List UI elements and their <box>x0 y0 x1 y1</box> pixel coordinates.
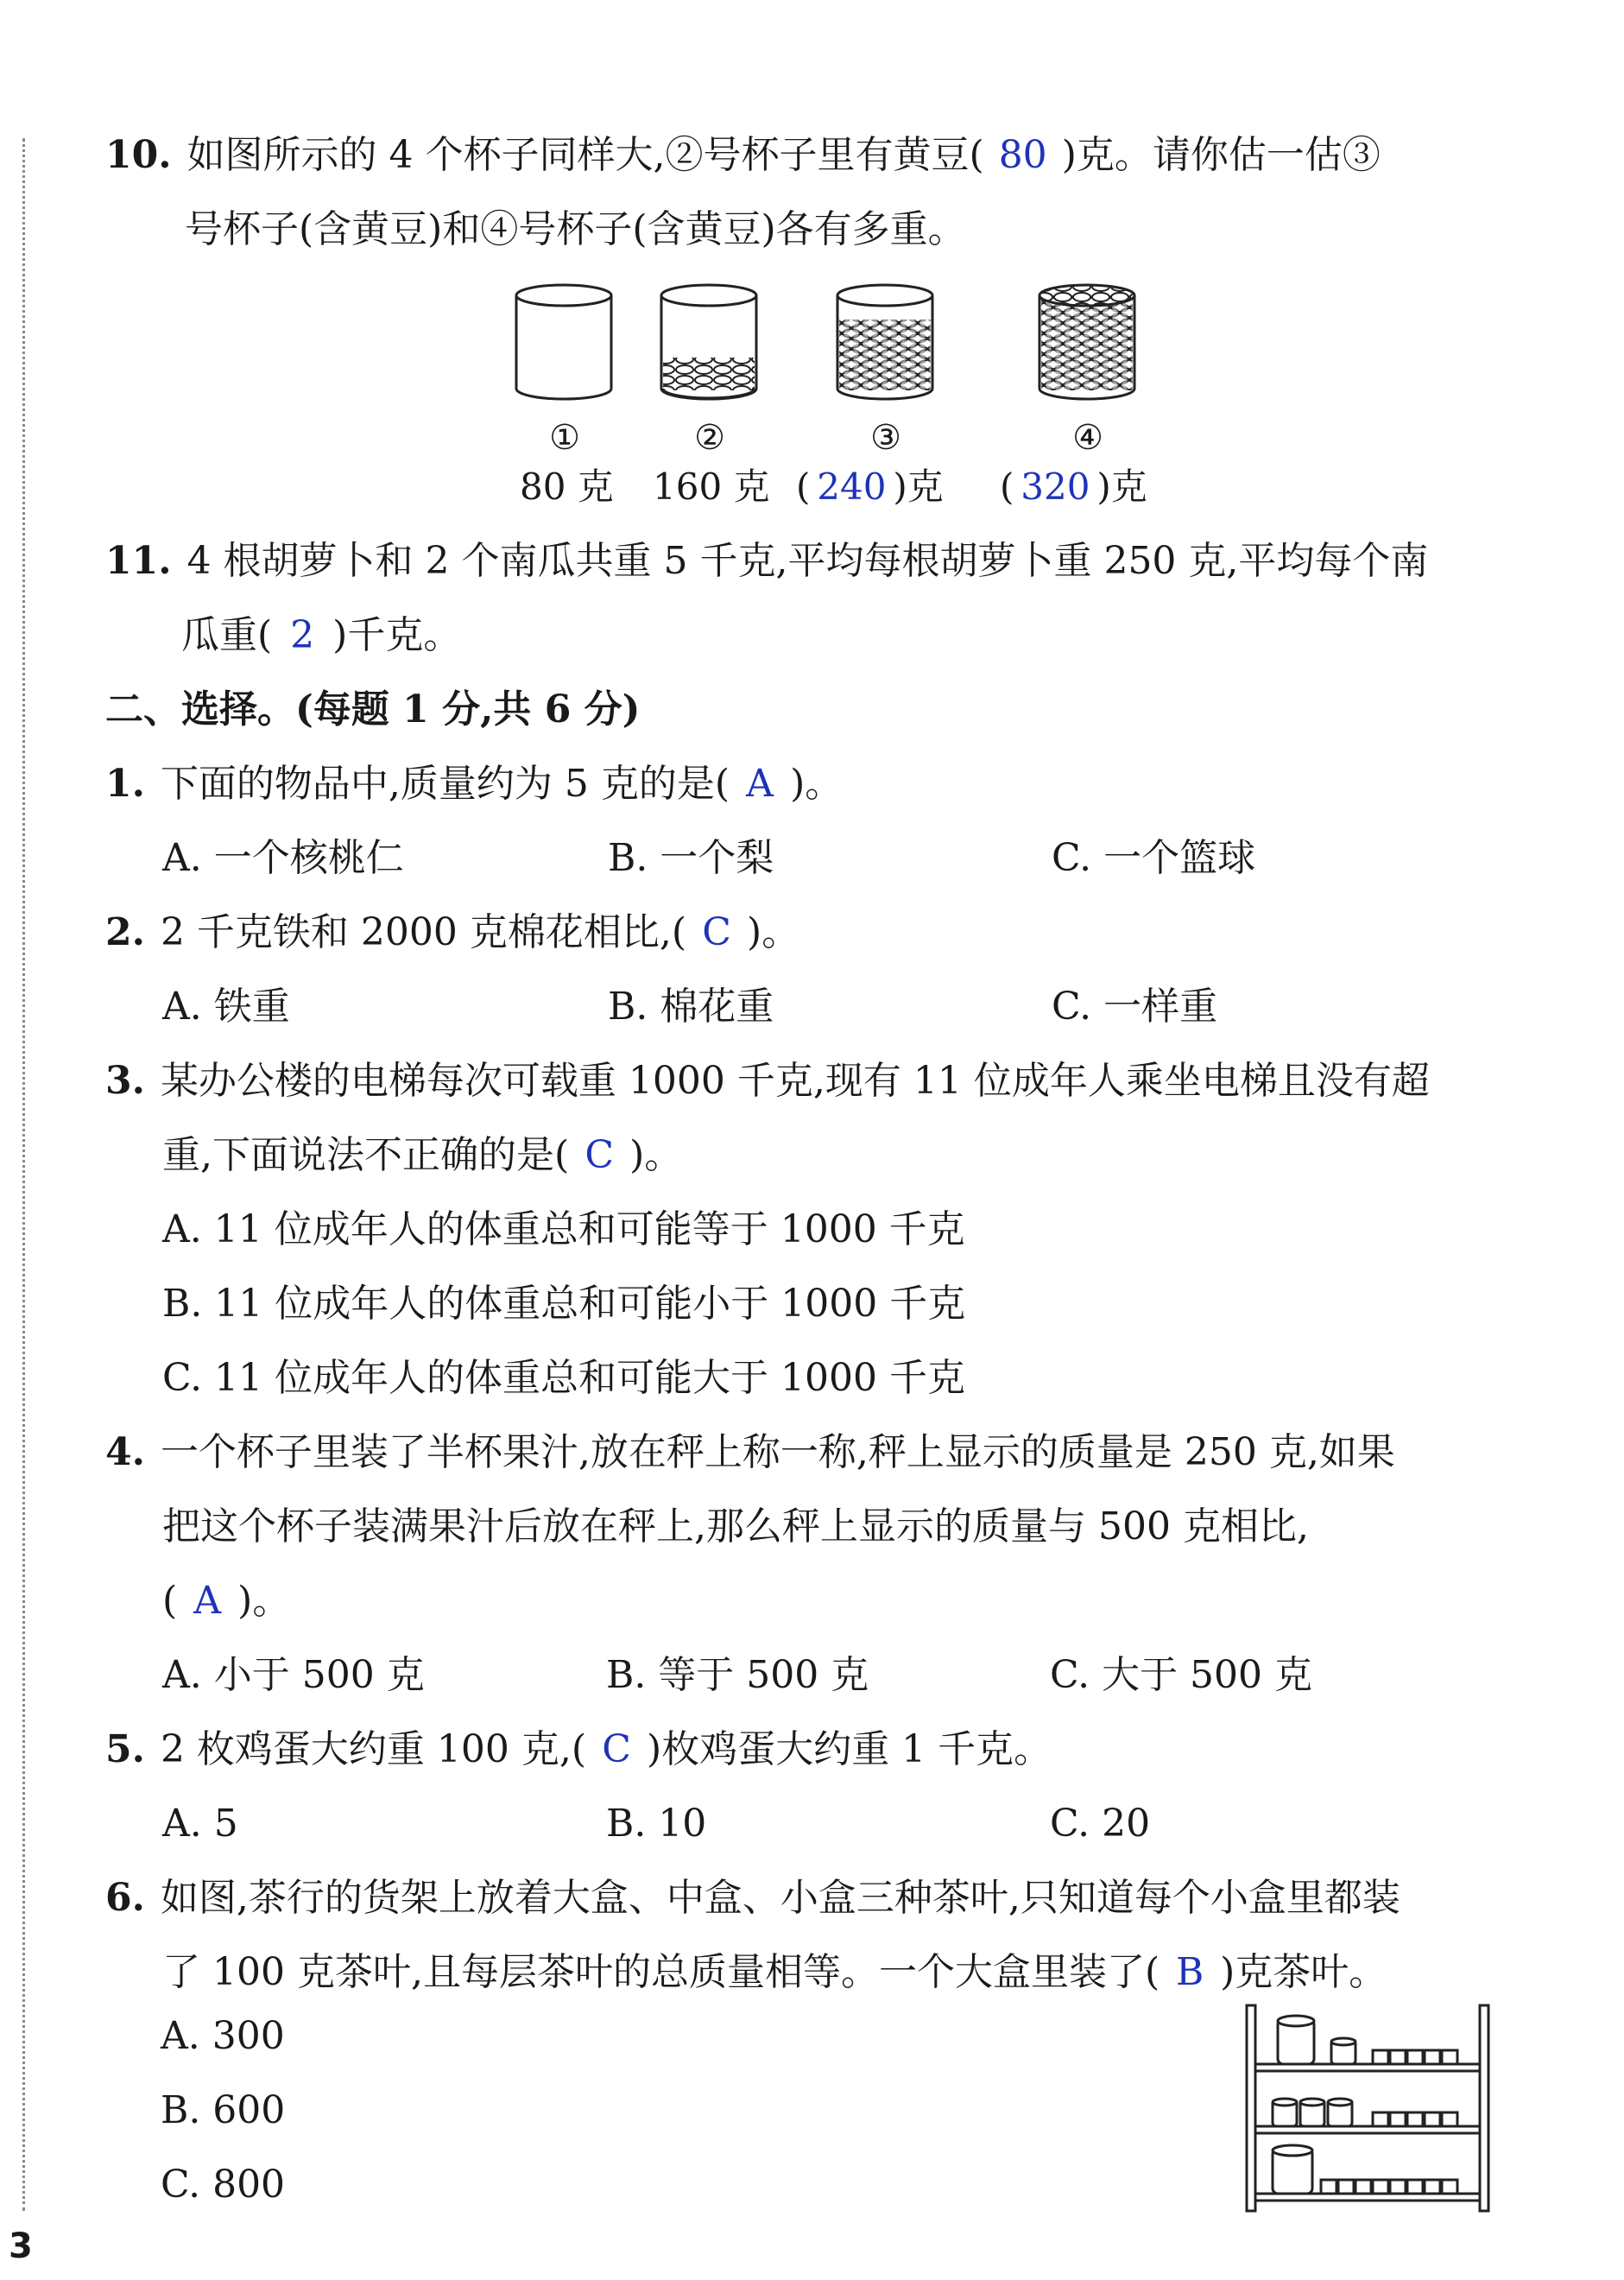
q11-line2 <box>181 610 461 662</box>
cup-1-empty <box>516 285 611 399</box>
choice-4-answer: A <box>193 1579 222 1623</box>
q10-number: 10. <box>105 133 172 177</box>
choice-2-option-b: B. 棉花重 <box>608 985 774 1029</box>
choice-5-option-a: A. 5 <box>162 1802 238 1846</box>
choice-3-answer: C <box>585 1133 614 1177</box>
choice-5-answer: C <box>602 1727 631 1771</box>
choice-3-text-a: 重,下面说法不正确的是( <box>162 1133 570 1177</box>
q11-text-a: 瓜重( <box>181 613 273 657</box>
choice-6-line1 <box>105 1872 1400 1924</box>
choice-5-stem <box>105 1724 1052 1776</box>
choice-4-text-b: )。 <box>237 1579 291 1623</box>
cup-3-close: )克 <box>893 466 944 508</box>
choice-2-number: 2. <box>105 910 145 954</box>
choice-1-answer: A <box>746 762 774 806</box>
cup-4-answer: 320 <box>1021 466 1090 508</box>
cup-2-quarter <box>661 285 756 399</box>
q10-answer: 80 <box>998 133 1047 177</box>
choice-4-line3 <box>162 1575 290 1627</box>
choice-6-option-c: C. 800 <box>161 2163 286 2207</box>
choice-4-number: 4. <box>105 1430 145 1474</box>
cup-1-label: ① <box>549 418 580 458</box>
page-number: 3 <box>9 2226 33 2266</box>
choice-2-option-a: A. 铁重 <box>162 985 290 1029</box>
cup-4-weight <box>1000 463 1147 511</box>
choice-1-number: 1. <box>105 762 145 806</box>
cup-4-full <box>1039 285 1134 399</box>
cup-3-label: ③ <box>870 418 901 458</box>
choice-2-answer: C <box>702 910 731 954</box>
choice-5-text-b: )枚鸡蛋大约重 1 千克。 <box>647 1727 1052 1771</box>
choice-6-answer: B <box>1175 1950 1204 1994</box>
choice-2-text-a: 2 千克铁和 2000 克棉花相比,( <box>160 910 687 954</box>
choice-3-text-b: )。 <box>629 1133 683 1177</box>
choice-4-text-a: ( <box>162 1579 178 1623</box>
cup-1-weight: 80 克 <box>520 466 614 508</box>
q10-text-a: 如图所示的 4 个杯子同样大,②号杯子里有黄豆( <box>186 133 984 177</box>
choice-6-text-a: 了 100 克茶叶,且每层茶叶的总质量相等。一个大盒里装了( <box>162 1950 1160 1994</box>
choice-2-option-c: C. 一样重 <box>1052 985 1218 1029</box>
q11-text-b: )千克。 <box>332 613 462 657</box>
choice-1-option-c: C. 一个篮球 <box>1052 836 1256 880</box>
cup-4-open: ( <box>1000 466 1014 508</box>
cup-2-weight: 160 克 <box>653 466 770 508</box>
q10-text-b: )克。请你估一估③ <box>1061 133 1381 177</box>
choice-6-text-b: )克茶叶。 <box>1220 1950 1387 1994</box>
q11-number: 11. <box>105 539 172 583</box>
section-2-heading: 二、选择。 <box>105 687 295 732</box>
choice-3-line1 <box>105 1055 1430 1107</box>
q11-answer: 2 <box>290 613 315 657</box>
choice-6-line2 <box>162 1947 1387 1998</box>
choice-5-text-a: 2 枚鸡蛋大约重 100 克,( <box>160 1727 587 1771</box>
choice-4-text-1: 一个杯子里装了半杯果汁,放在秤上称一称,秤上显示的质量是 250 克,如果 <box>160 1430 1395 1474</box>
choice-4-line1 <box>105 1427 1395 1479</box>
choice-6-option-b: B. 600 <box>161 2088 286 2132</box>
q10-line2: 号杯子(含黄豆)和④号杯子(含黄豆)各有多重。 <box>185 207 966 251</box>
choice-6-text-1: 如图,茶行的货架上放着大盒、中盒、小盒三种茶叶,只知道每个小盒里都装 <box>160 1876 1400 1920</box>
choice-4-option-c: C. 大于 500 克 <box>1050 1653 1313 1697</box>
choice-1-option-b: B. 一个梨 <box>608 836 774 880</box>
cup-3-weight <box>796 463 944 511</box>
choice-3-number: 3. <box>105 1059 145 1103</box>
choice-3-text: 某办公楼的电梯每次可载重 1000 千克,现有 11 位成年人乘坐电梯且没有超 <box>160 1059 1430 1103</box>
choice-3-line2 <box>162 1130 682 1181</box>
cup-3-open: ( <box>796 466 811 508</box>
choice-3-option-b: B. 11 位成年人的体重总和可能小于 1000 千克 <box>162 1282 966 1326</box>
cup-4-label: ④ <box>1072 418 1103 458</box>
choice-2-text-b: )。 <box>747 910 800 954</box>
choice-4-option-b: B. 等于 500 克 <box>606 1653 869 1697</box>
cup-2-label: ② <box>694 418 725 458</box>
cups-illustration <box>511 282 1141 411</box>
choice-1-stem <box>105 758 843 810</box>
q11-line1 <box>105 535 1428 587</box>
choice-2-stem <box>105 907 799 959</box>
choice-1-option-a: A. 一个核桃仁 <box>162 836 404 880</box>
cup-4-close: )克 <box>1096 466 1147 508</box>
section-2-title <box>105 684 640 736</box>
choice-5-option-c: C. 20 <box>1050 1802 1151 1846</box>
choice-1-text-b: )。 <box>790 762 844 806</box>
choice-1-text-a: 下面的物品中,质量约为 5 克的是( <box>160 762 730 806</box>
cup-3-answer: 240 <box>817 466 887 508</box>
choice-4-line2: 把这个杯子装满果汁后放在秤上,那么秤上显示的质量与 500 克相比, <box>162 1504 1309 1548</box>
tea-shelf-illustration <box>1243 2002 1494 2214</box>
choice-6-option-a: A. 300 <box>161 2014 285 2058</box>
cup-3-three-quarter <box>837 285 932 399</box>
q11-text: 4 根胡萝卜和 2 个南瓜共重 5 千克,平均每根胡萝卜重 250 克,平均每个南 <box>186 539 1429 583</box>
choice-5-number: 5. <box>105 1727 145 1771</box>
choice-5-option-b: B. 10 <box>606 1802 707 1846</box>
q10-line1 <box>105 130 1381 181</box>
choice-3-option-a: A. 11 位成年人的体重总和可能等于 1000 千克 <box>162 1207 965 1251</box>
choice-4-option-a: A. 小于 500 克 <box>162 1653 425 1697</box>
choice-6-number: 6. <box>105 1876 145 1920</box>
choice-3-option-c: C. 11 位成年人的体重总和可能大于 1000 千克 <box>162 1356 965 1400</box>
section-2-note: (每题 1 分,共 6 分) <box>295 687 641 732</box>
binding-dotted-line <box>22 138 25 2211</box>
